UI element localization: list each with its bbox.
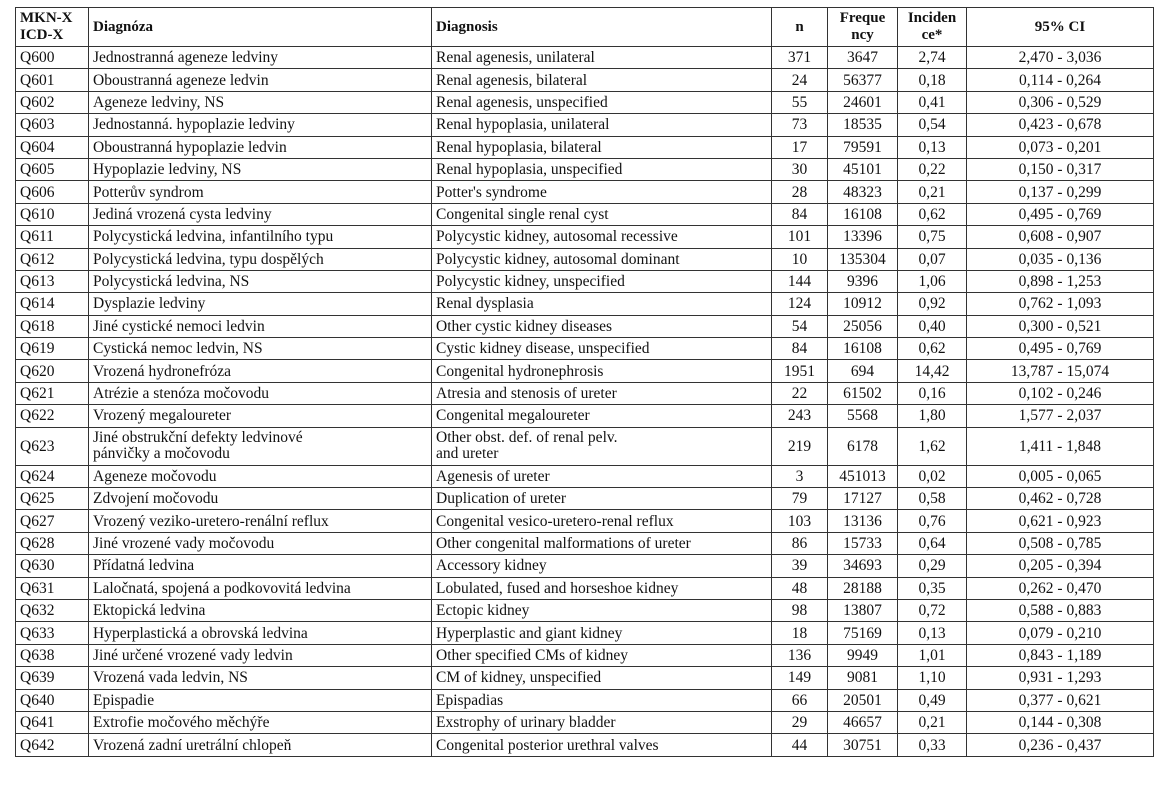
cell-ci: 0,377 - 0,621 — [967, 689, 1154, 711]
header-code — [16, 8, 89, 47]
cell-ci: 0,300 - 0,521 — [967, 315, 1154, 337]
cell-frequency: 13807 — [828, 599, 898, 621]
cell-frequency: 15733 — [828, 532, 898, 554]
cell-code: Q605 — [16, 158, 89, 180]
cell-incidence: 1,80 — [898, 405, 967, 427]
cell-diagnoza: Hypoplazie ledviny, NS — [89, 158, 432, 180]
cell-frequency: 48323 — [828, 181, 898, 203]
cell-n: 79 — [772, 488, 828, 510]
cell-diagnoza: Jiné vrozené vady močovodu — [89, 532, 432, 554]
cell-code: Q630 — [16, 555, 89, 577]
cell-code: Q631 — [16, 577, 89, 599]
cell-diagnosis: Cystic kidney disease, unspecified — [432, 338, 772, 360]
table-row — [16, 622, 1154, 644]
cell-diagnosis: Other specified CMs of kidney — [432, 644, 772, 666]
cell-diagnosis: Congenital megaloureter — [432, 405, 772, 427]
cell-n: 18 — [772, 622, 828, 644]
cell-ci: 0,150 - 0,317 — [967, 158, 1154, 180]
cell-diagnosis: Renal agenesis, unilateral — [432, 47, 772, 69]
cell-code: Q601 — [16, 69, 89, 91]
cell-n: 84 — [772, 338, 828, 360]
cell-incidence: 0,72 — [898, 599, 967, 621]
header-code-line1: MKN-X — [20, 10, 73, 26]
table-row — [16, 158, 1154, 180]
table-row — [16, 315, 1154, 337]
cell-frequency: 16108 — [828, 203, 898, 225]
cell-diagnoza: Jednostranná ageneze ledviny — [89, 47, 432, 69]
cell-diagnoza-line2: pánvičky a močovodu — [93, 445, 230, 463]
cell-frequency: 75169 — [828, 622, 898, 644]
cell-diagnoza: Ageneze ledviny, NS — [89, 91, 432, 113]
cell-incidence: 0,13 — [898, 136, 967, 158]
cell-incidence: 0,07 — [898, 248, 967, 270]
cell-incidence: 0,18 — [898, 69, 967, 91]
header-diagnoza: Diagnóza — [89, 8, 432, 47]
cell-frequency: 56377 — [828, 69, 898, 91]
cell-incidence: 0,02 — [898, 465, 967, 487]
cell-code: Q610 — [16, 203, 89, 225]
cell-incidence: 14,42 — [898, 360, 967, 382]
cell-n: 10 — [772, 248, 828, 270]
cell-incidence: 0,33 — [898, 734, 967, 756]
cell-diagnosis: Potter's syndrome — [432, 181, 772, 203]
cell-frequency: 451013 — [828, 465, 898, 487]
table-row — [16, 711, 1154, 733]
cell-diagnosis: Ectopic kidney — [432, 599, 772, 621]
incidence-table — [15, 7, 1154, 757]
cell-incidence: 0,62 — [898, 338, 967, 360]
cell-diagnoza: Přídatná ledvina — [89, 555, 432, 577]
cell-ci: 0,462 - 0,728 — [967, 488, 1154, 510]
cell-n: 86 — [772, 532, 828, 554]
cell-frequency: 16108 — [828, 338, 898, 360]
header-incidence — [898, 8, 967, 47]
cell-ci: 0,423 - 0,678 — [967, 114, 1154, 136]
table-row — [16, 360, 1154, 382]
cell-diagnosis: Congenital hydronephrosis — [432, 360, 772, 382]
cell-code: Q613 — [16, 270, 89, 292]
cell-ci: 0,508 - 0,785 — [967, 532, 1154, 554]
header-incidence-line1: Inciden — [907, 10, 957, 26]
cell-diagnosis: Renal dysplasia — [432, 293, 772, 315]
cell-code: Q604 — [16, 136, 89, 158]
cell-ci: 0,588 - 0,883 — [967, 599, 1154, 621]
cell-diagnoza: Vrozený veziko-uretero-renální reflux — [89, 510, 432, 532]
cell-code: Q638 — [16, 644, 89, 666]
cell-code: Q620 — [16, 360, 89, 382]
cell-code: Q618 — [16, 315, 89, 337]
cell-incidence: 2,74 — [898, 47, 967, 69]
table-row — [16, 689, 1154, 711]
cell-frequency: 13396 — [828, 226, 898, 248]
cell-frequency: 9949 — [828, 644, 898, 666]
cell-diagnosis: CM of kidney, unspecified — [432, 667, 772, 689]
cell-n: 371 — [772, 47, 828, 69]
cell-diagnoza: Extrofie močového měchýře — [89, 711, 432, 733]
cell-frequency: 20501 — [828, 689, 898, 711]
cell-frequency: 45101 — [828, 158, 898, 180]
cell-ci: 0,608 - 0,907 — [967, 226, 1154, 248]
cell-code: Q625 — [16, 488, 89, 510]
cell-ci: 0,236 - 0,437 — [967, 734, 1154, 756]
cell-ci: 0,079 - 0,210 — [967, 622, 1154, 644]
cell-ci: 0,495 - 0,769 — [967, 203, 1154, 225]
table-row — [16, 114, 1154, 136]
header-code-line2: ICD-X — [20, 27, 64, 43]
cell-code: Q622 — [16, 405, 89, 427]
cell-incidence: 0,22 — [898, 158, 967, 180]
cell-code: Q627 — [16, 510, 89, 532]
cell-diagnosis: Renal hypoplasia, unspecified — [432, 158, 772, 180]
header-ci: 95% CI — [967, 8, 1154, 47]
cell-frequency: 3647 — [828, 47, 898, 69]
cell-diagnosis — [432, 427, 772, 465]
cell-ci: 0,144 - 0,308 — [967, 711, 1154, 733]
header-row — [16, 8, 1154, 47]
cell-ci: 0,262 - 0,470 — [967, 577, 1154, 599]
cell-code: Q612 — [16, 248, 89, 270]
cell-frequency: 9081 — [828, 667, 898, 689]
cell-n: 54 — [772, 315, 828, 337]
table-row — [16, 510, 1154, 532]
cell-diagnoza: Oboustranná ageneze ledvin — [89, 69, 432, 91]
cell-diagnosis: Lobulated, fused and horseshoe kidney — [432, 577, 772, 599]
cell-frequency: 79591 — [828, 136, 898, 158]
table-row — [16, 667, 1154, 689]
cell-incidence: 0,75 — [898, 226, 967, 248]
cell-n: 3 — [772, 465, 828, 487]
cell-frequency: 6178 — [828, 427, 898, 465]
table-row — [16, 47, 1154, 69]
cell-incidence: 0,64 — [898, 532, 967, 554]
cell-incidence: 0,49 — [898, 689, 967, 711]
cell-incidence: 0,92 — [898, 293, 967, 315]
cell-diagnoza: Dysplazie ledviny — [89, 293, 432, 315]
cell-frequency: 61502 — [828, 382, 898, 404]
cell-incidence: 0,29 — [898, 555, 967, 577]
table-row — [16, 270, 1154, 292]
cell-diagnoza: Oboustranná hypoplazie ledvin — [89, 136, 432, 158]
cell-n: 98 — [772, 599, 828, 621]
cell-code: Q641 — [16, 711, 89, 733]
cell-incidence: 0,13 — [898, 622, 967, 644]
cell-frequency: 24601 — [828, 91, 898, 113]
cell-ci: 0,843 - 1,189 — [967, 644, 1154, 666]
cell-frequency: 9396 — [828, 270, 898, 292]
cell-diagnoza: Polycystická ledvina, infantilního typu — [89, 226, 432, 248]
cell-ci: 0,114 - 0,264 — [967, 69, 1154, 91]
table-row — [16, 91, 1154, 113]
cell-diagnoza: Epispadie — [89, 689, 432, 711]
cell-incidence: 1,62 — [898, 427, 967, 465]
cell-diagnoza: Vrozená zadní uretrální chlopeň — [89, 734, 432, 756]
cell-incidence: 0,58 — [898, 488, 967, 510]
table-row — [16, 226, 1154, 248]
cell-code: Q602 — [16, 91, 89, 113]
cell-frequency: 34693 — [828, 555, 898, 577]
cell-ci: 1,411 - 1,848 — [967, 427, 1154, 465]
table-row — [16, 338, 1154, 360]
cell-diagnoza: Vrozený megaloureter — [89, 405, 432, 427]
cell-ci: 0,762 - 1,093 — [967, 293, 1154, 315]
cell-diagnosis-line2: and ureter — [436, 445, 499, 463]
cell-ci: 0,005 - 0,065 — [967, 465, 1154, 487]
cell-ci: 0,102 - 0,246 — [967, 382, 1154, 404]
cell-frequency: 28188 — [828, 577, 898, 599]
cell-diagnoza: Vrozená hydronefróza — [89, 360, 432, 382]
table-row — [16, 599, 1154, 621]
cell-diagnoza: Jiné určené vrozené vady ledvin — [89, 644, 432, 666]
cell-diagnoza — [89, 427, 432, 465]
header-incidence-line2: ce* — [921, 27, 943, 43]
cell-diagnosis: Renal hypoplasia, bilateral — [432, 136, 772, 158]
table-row — [16, 465, 1154, 487]
cell-code: Q611 — [16, 226, 89, 248]
cell-diagnosis: Epispadias — [432, 689, 772, 711]
cell-diagnoza: Cystická nemoc ledvin, NS — [89, 338, 432, 360]
cell-incidence: 0,21 — [898, 711, 967, 733]
table-row — [16, 577, 1154, 599]
cell-diagnosis: Exstrophy of urinary bladder — [432, 711, 772, 733]
cell-diagnoza: Laločnatá, spojená a podkovovitá ledvina — [89, 577, 432, 599]
cell-incidence: 0,62 — [898, 203, 967, 225]
cell-diagnosis: Congenital vesico-uretero-renal reflux — [432, 510, 772, 532]
cell-diagnosis-line1: Other obst. def. of renal pelv. — [436, 429, 618, 447]
cell-n: 124 — [772, 293, 828, 315]
cell-n: 29 — [772, 711, 828, 733]
cell-incidence: 0,54 — [898, 114, 967, 136]
cell-ci: 1,577 - 2,037 — [967, 405, 1154, 427]
cell-n: 66 — [772, 689, 828, 711]
cell-ci: 0,898 - 1,253 — [967, 270, 1154, 292]
cell-code: Q639 — [16, 667, 89, 689]
cell-ci: 13,787 - 15,074 — [967, 360, 1154, 382]
cell-diagnosis: Polycystic kidney, unspecified — [432, 270, 772, 292]
cell-diagnoza: Ageneze močovodu — [89, 465, 432, 487]
cell-diagnoza: Polycystická ledvina, NS — [89, 270, 432, 292]
cell-ci: 0,137 - 0,299 — [967, 181, 1154, 203]
cell-incidence: 0,16 — [898, 382, 967, 404]
cell-n: 22 — [772, 382, 828, 404]
cell-diagnosis: Atresia and stenosis of ureter — [432, 382, 772, 404]
table-row — [16, 136, 1154, 158]
header-frequency-line2: ncy — [851, 27, 874, 43]
header-n: n — [772, 8, 828, 47]
cell-diagnosis: Agenesis of ureter — [432, 465, 772, 487]
cell-diagnosis: Accessory kidney — [432, 555, 772, 577]
cell-n: 101 — [772, 226, 828, 248]
table-row — [16, 405, 1154, 427]
cell-incidence: 0,21 — [898, 181, 967, 203]
cell-frequency: 46657 — [828, 711, 898, 733]
cell-diagnosis: Other cystic kidney diseases — [432, 315, 772, 337]
header-frequency-line1: Freque — [839, 10, 886, 26]
cell-incidence: 0,41 — [898, 91, 967, 113]
cell-n: 144 — [772, 270, 828, 292]
cell-ci: 0,931 - 1,293 — [967, 667, 1154, 689]
cell-frequency: 25056 — [828, 315, 898, 337]
cell-diagnosis: Renal agenesis, bilateral — [432, 69, 772, 91]
cell-ci: 0,495 - 0,769 — [967, 338, 1154, 360]
cell-incidence: 1,01 — [898, 644, 967, 666]
cell-n: 149 — [772, 667, 828, 689]
cell-code: Q632 — [16, 599, 89, 621]
cell-code: Q621 — [16, 382, 89, 404]
table-row — [16, 248, 1154, 270]
cell-code: Q628 — [16, 532, 89, 554]
cell-n: 55 — [772, 91, 828, 113]
table-row — [16, 734, 1154, 756]
cell-n: 44 — [772, 734, 828, 756]
cell-n: 30 — [772, 158, 828, 180]
table-row — [16, 382, 1154, 404]
table-row — [16, 555, 1154, 577]
cell-n: 84 — [772, 203, 828, 225]
cell-ci: 0,205 - 0,394 — [967, 555, 1154, 577]
header-frequency — [828, 8, 898, 47]
cell-diagnosis: Polycystic kidney, autosomal recessive — [432, 226, 772, 248]
cell-diagnoza: Jednostanná. hypoplazie ledviny — [89, 114, 432, 136]
cell-ci: 0,073 - 0,201 — [967, 136, 1154, 158]
cell-diagnosis: Renal hypoplasia, unilateral — [432, 114, 772, 136]
table-row — [16, 181, 1154, 203]
cell-diagnoza: Hyperplastická a obrovská ledvina — [89, 622, 432, 644]
cell-diagnosis: Congenital posterior urethral valves — [432, 734, 772, 756]
table-row — [16, 427, 1154, 465]
table-row — [16, 203, 1154, 225]
cell-n: 243 — [772, 405, 828, 427]
cell-diagnoza-line1: Jiné obstrukční defekty ledvinové — [93, 429, 303, 447]
cell-code: Q642 — [16, 734, 89, 756]
cell-diagnosis: Other congenital malformations of ureter — [432, 532, 772, 554]
cell-code: Q600 — [16, 47, 89, 69]
cell-incidence: 1,10 — [898, 667, 967, 689]
table-row — [16, 644, 1154, 666]
cell-diagnosis: Renal agenesis, unspecified — [432, 91, 772, 113]
table-row — [16, 488, 1154, 510]
table-row — [16, 69, 1154, 91]
cell-diagnosis: Congenital single renal cyst — [432, 203, 772, 225]
cell-n: 48 — [772, 577, 828, 599]
cell-n: 28 — [772, 181, 828, 203]
cell-ci: 0,306 - 0,529 — [967, 91, 1154, 113]
cell-frequency: 18535 — [828, 114, 898, 136]
cell-diagnoza: Ektopická ledvina — [89, 599, 432, 621]
cell-diagnosis: Polycystic kidney, autosomal dominant — [432, 248, 772, 270]
cell-frequency: 13136 — [828, 510, 898, 532]
cell-ci: 2,470 - 3,036 — [967, 47, 1154, 69]
cell-diagnosis: Duplication of ureter — [432, 488, 772, 510]
table-row — [16, 532, 1154, 554]
cell-frequency: 135304 — [828, 248, 898, 270]
cell-incidence: 1,06 — [898, 270, 967, 292]
cell-frequency: 5568 — [828, 405, 898, 427]
cell-frequency: 30751 — [828, 734, 898, 756]
cell-n: 17 — [772, 136, 828, 158]
cell-code: Q619 — [16, 338, 89, 360]
cell-diagnoza: Zdvojení močovodu — [89, 488, 432, 510]
cell-code: Q640 — [16, 689, 89, 711]
cell-diagnoza: Vrozená vada ledvin, NS — [89, 667, 432, 689]
cell-diagnoza: Atrézie a stenóza močovodu — [89, 382, 432, 404]
cell-n: 219 — [772, 427, 828, 465]
cell-frequency: 17127 — [828, 488, 898, 510]
cell-code: Q624 — [16, 465, 89, 487]
cell-diagnoza: Jiné cystické nemoci ledvin — [89, 315, 432, 337]
cell-n: 103 — [772, 510, 828, 532]
cell-diagnoza: Potterův syndrom — [89, 181, 432, 203]
cell-code: Q623 — [16, 427, 89, 465]
cell-diagnosis: Hyperplastic and giant kidney — [432, 622, 772, 644]
cell-n: 1951 — [772, 360, 828, 382]
cell-frequency: 10912 — [828, 293, 898, 315]
header-diagnosis: Diagnosis — [432, 8, 772, 47]
table-body — [16, 47, 1154, 757]
cell-diagnoza: Polycystická ledvina, typu dospělých — [89, 248, 432, 270]
cell-n: 136 — [772, 644, 828, 666]
cell-code: Q603 — [16, 114, 89, 136]
cell-incidence: 0,35 — [898, 577, 967, 599]
cell-n: 24 — [772, 69, 828, 91]
cell-incidence: 0,76 — [898, 510, 967, 532]
cell-diagnoza: Jediná vrozená cysta ledviny — [89, 203, 432, 225]
cell-incidence: 0,40 — [898, 315, 967, 337]
cell-code: Q633 — [16, 622, 89, 644]
cell-ci: 0,035 - 0,136 — [967, 248, 1154, 270]
cell-ci: 0,621 - 0,923 — [967, 510, 1154, 532]
cell-code: Q606 — [16, 181, 89, 203]
cell-frequency: 694 — [828, 360, 898, 382]
cell-n: 39 — [772, 555, 828, 577]
cell-n: 73 — [772, 114, 828, 136]
cell-code: Q614 — [16, 293, 89, 315]
table-row — [16, 293, 1154, 315]
